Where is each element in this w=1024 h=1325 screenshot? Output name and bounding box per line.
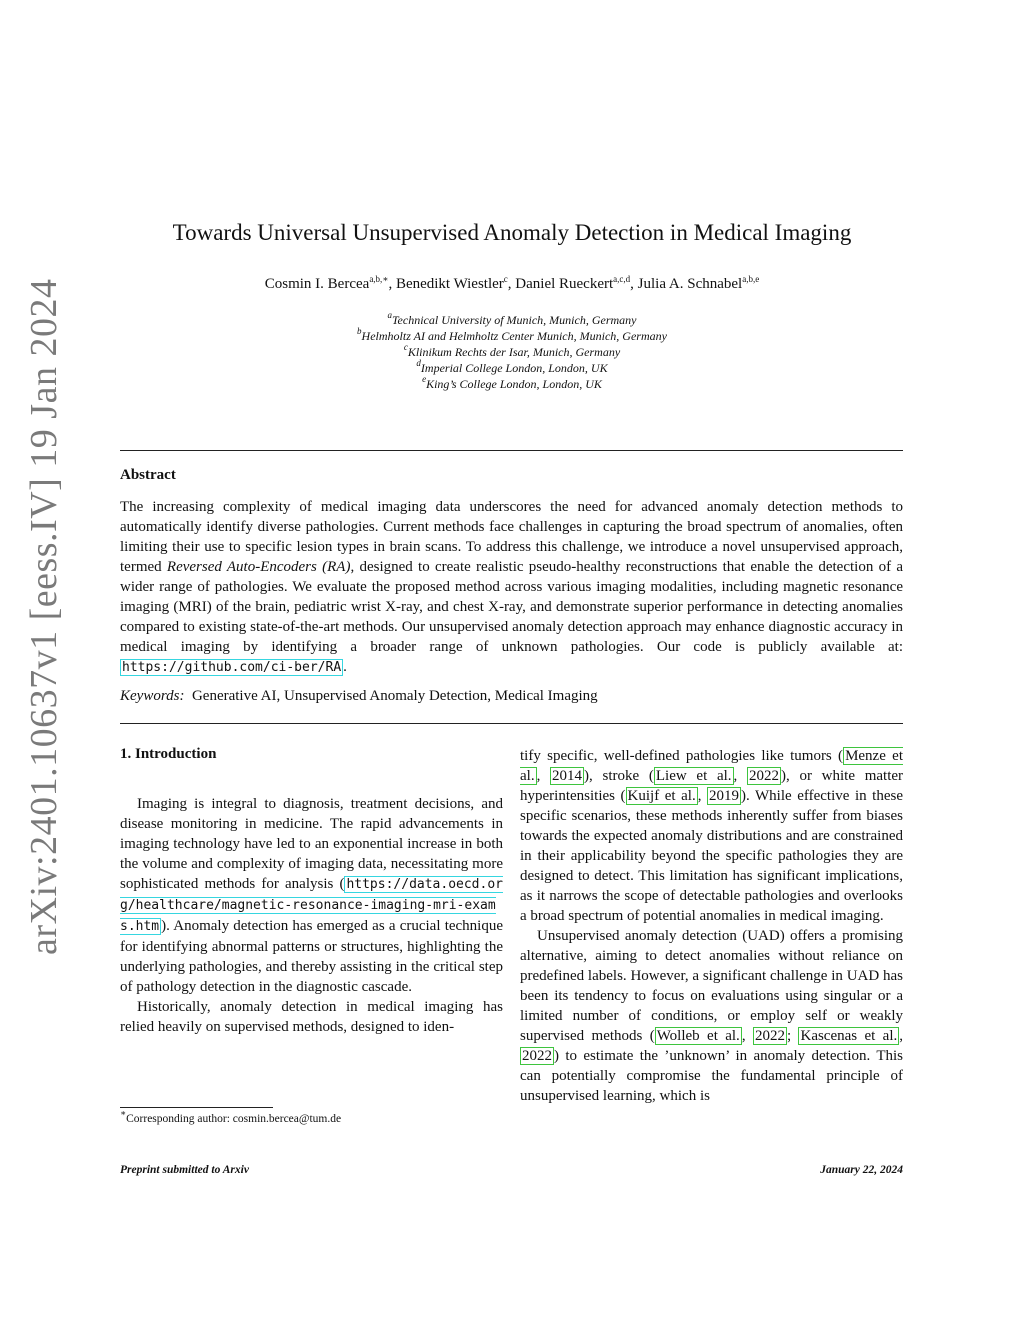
section-heading-introduction: 1. Introduction — [120, 746, 217, 762]
intro-paragraph-3: Unsupervised anomaly detection (UAD) offers a promising alternative, aiming to detect anomalies without reliance on predefined labels. However, a significant challenge in UAD has been its tendency to focus on evaluations using singular or a limited number of conditions, or employ self or weakly supervised methods ( Wolleb et al. , 2022 ; Kascenas et al. , 2022 ) to estimate the ’unknown’ in anomaly detection. This can potentially compromise the fundamental principle of unsupervised learning, which is — [520, 928, 904, 1104]
abstract-bottom-rule — [120, 723, 903, 724]
code-repository-link[interactable]: https://github.com/ci-ber/RA — [122, 660, 342, 675]
citation-kascenas-year[interactable]: 2022 — [522, 1048, 552, 1064]
affiliation: $^d$Imperial College London, London, UK — [416, 358, 608, 375]
citation-menze-year[interactable]: 2014 — [552, 768, 583, 784]
keywords-label: Keywords: — [120, 688, 185, 704]
affiliation: $^a$Technical University of Munich, Munich, Germany — [387, 310, 637, 327]
abstract-top-rule — [120, 450, 903, 451]
right-column — [520, 746, 903, 1106]
footnote-rule — [120, 1107, 273, 1108]
citation-wolleb[interactable]: Wolleb et al. — [656, 1028, 740, 1044]
abstract-heading: Abstract — [120, 467, 176, 483]
citation-liew[interactable]: Liew et al. — [655, 768, 732, 784]
author-name: Julia A. Schnabel — [637, 276, 743, 292]
oecd-link[interactable]: https://data.oecd.org/healthcare/magnetic-resonance-imaging-mri-exams.htm — [120, 877, 503, 934]
author-name: Daniel Rueckert — [515, 276, 614, 292]
citation-kascenas[interactable]: Kascenas et al. — [800, 1028, 898, 1044]
left-column — [120, 794, 503, 1037]
intro-paragraph-1: Imaging is integral to diagnosis, treatment decisions, and disease monitoring in medicine. The rapid advancements in imaging technology have led to an exponential increase in both the volume and complexity of imaging data, necessitating more sophisticated methods for analysis ( https://data.oecd.org/healthcare/magnetic-resonance-imaging-mri-exams.htm ). Anomaly detection has emerged as a crucial technique for identifying abnormal patterns or structures, highlighting the underlying pathologies, and thereby assisting in the critical step of pathology detection in the diagnostic cascade. — [120, 796, 503, 995]
affiliation-list — [0, 312, 1024, 392]
keywords-list: Generative AI, Unsupervised Anomaly Detection, Medical Imaging — [191, 688, 598, 704]
citation-wolleb-year[interactable]: 2022 — [754, 1028, 785, 1044]
abstract-body: The increasing complexity of medical imaging data underscores the need for advanced anomaly detection methods to automatically identify diverse pathologies. Current methods face challenges in capturing the broad spectrum of anomalies, often limiting their use to specific lesion types in brain scans. To address this challenge, we introduce a novel unsupervised approach, termed Reversed Auto-Encoders (RA), designed to create realistic pseudo-healthy reconstructions that enable the detection of a wider range of pathologies. We evaluate the proposed method across various imaging modalities, including magnetic resonance imaging (MRI) of the brain, pediatric wrist X-ray, and chest X-ray, and demonstrate superior performance in detecting anomalies compared to existing state-of-the-art methods. Our unsupervised anomaly detection approach may enhance diagnostic accuracy in medical imaging by identifying a broader range of unknown pathologies. Our code is publicly available at: https://github.com/ci-ber/RA . — [120, 499, 904, 675]
citation-menze[interactable]: Menze et al. — [520, 748, 903, 784]
author-list: Cosmin I. Bercea$^{a,b,∗}$, Benedikt Wiestler$^c$, Daniel Rueckert$^{a,c,d}$, Julia A. Schnabel$^{a,b,e}$ — [264, 274, 760, 292]
author-name: Benedikt Wiestler — [395, 276, 504, 292]
affiliation: $^c$Klinikum Rechts der Isar, Munich, Germany — [403, 342, 621, 359]
affiliation: $^e$King’s College London, London, UK — [422, 374, 602, 391]
citation-kuijf[interactable]: Kuijf et al. — [627, 788, 696, 804]
author-affil-marks: c — [503, 274, 508, 284]
affiliation: $^b$Helmholtz AI and Helmholtz Center Munich, Munich, Germany — [357, 326, 667, 343]
arxiv-stamp: arXiv:2401.10637v1 [eess.IV] 19 Jan 2024 — [23, 278, 65, 955]
footer-date: January 22, 2024 — [820, 1164, 903, 1176]
keywords-line — [120, 688, 598, 705]
citation-kuijf-year[interactable]: 2019 — [709, 788, 739, 804]
author-affil-marks: a,b,e — [742, 274, 760, 284]
author-affil-marks: a,c,d — [613, 274, 631, 284]
intro-paragraph-2-cont: tify specific, well-defined pathologies like tumors ( Menze et al. , 2014 ), stroke ( Liew et al. , 2022 ), or white matter hyperintensities ( Kuijf et al. , 2019 ). While effective in these specific scenarios, these methods inherently suffer from biases towards the expected anomaly distributions and are constrained in their applicability beyond the specific pathologies they are designed to detect. This limitation has significant implications, as it narrows the scope of detectable pathologies and overlooks a broad spectrum of potential anomalies in medical imaging. — [520, 748, 904, 924]
author-affil-marks: a,b,∗ — [369, 274, 389, 284]
footer-preprint-note: Preprint submitted to Arxiv — [120, 1164, 249, 1176]
intro-paragraph-2: Historically, anomaly detection in medical imaging has relied heavily on supervised methods, designed to iden- — [120, 999, 503, 1035]
footnote: ∗Corresponding author: cosmin.bercea@tum.de — [120, 1108, 342, 1125]
author-name: Cosmin I. Bercea — [264, 276, 370, 292]
citation-liew-year[interactable]: 2022 — [749, 768, 779, 784]
paper-title: Towards Universal Unsupervised Anomaly Detection in Medical Imaging — [172, 220, 852, 245]
